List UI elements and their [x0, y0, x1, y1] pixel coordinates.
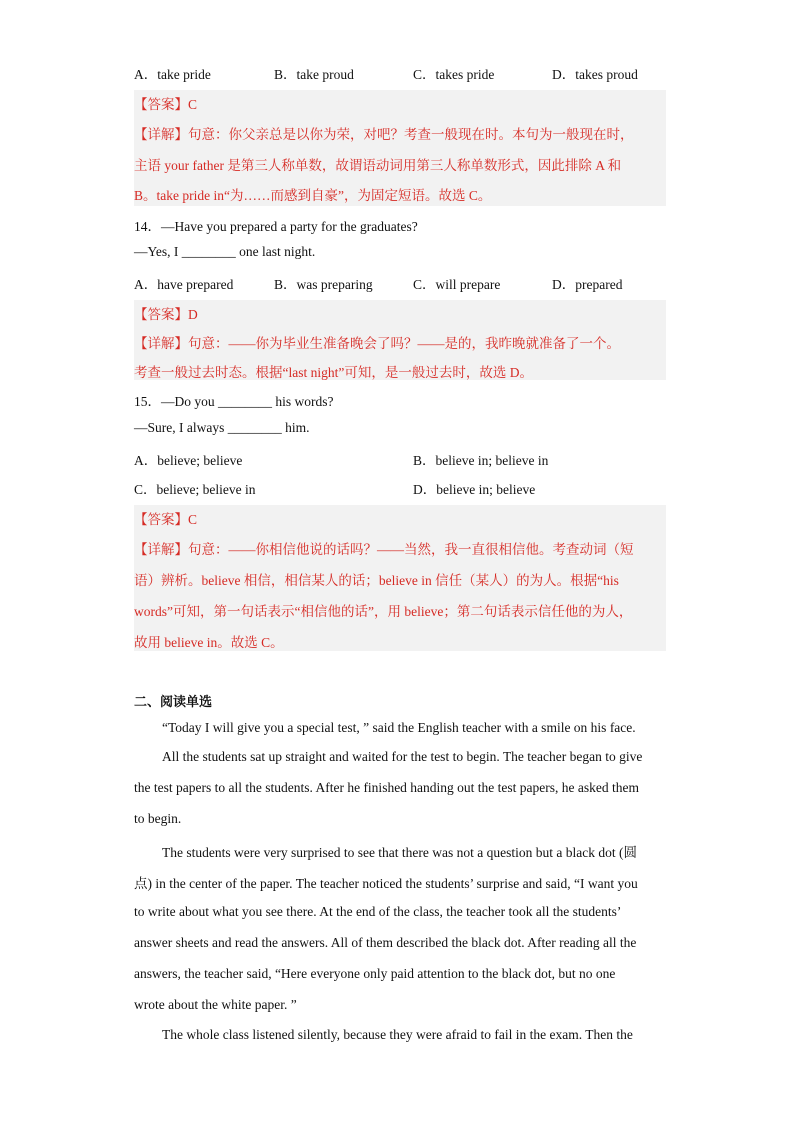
q13-option-d: D．takes proud	[552, 67, 638, 82]
q15-answer: 【答案】C	[134, 512, 198, 527]
q15-option-b: B．believe in; believe in	[413, 453, 549, 468]
passage-line: wrote about the white paper. ”	[134, 997, 297, 1012]
q14-question: 14．—Have you prepared a party for the graduates?	[134, 219, 418, 234]
passage-line: to write about what you see there. At the end of the class, the teacher took all the students’	[134, 904, 622, 919]
q13-detail-line: B。take pride in“为……而感到自豪”，为固定短语。故选 C。	[134, 188, 492, 203]
passage-line: 点) in the center of the paper. The teacher noticed the students’ surprise and said, “I want you	[134, 876, 638, 891]
q15-detail-line: 故用 believe in。故选 C。	[134, 635, 284, 650]
q15-question: 15．—Do you ________ his words?	[134, 394, 334, 409]
passage-line: answers, the teacher said, “Here everyone only paid attention to the black dot, but no one	[134, 966, 616, 981]
q13-detail-line: 【详解】句意：你父亲总是以你为荣，对吧？考查一般现在时。本句为一般现在时，	[134, 127, 634, 142]
passage-line: “Today I will give you a special test, ” said the English teacher with a smile on his face.	[162, 720, 636, 735]
q13-option-b: B．take proud	[274, 67, 354, 82]
q14-detail-line: 【详解】句意：——你为毕业生准备晚会了吗？——是的，我昨晚就准备了一个。	[134, 336, 620, 351]
q14-option-a: A．have prepared	[134, 277, 234, 292]
passage-line: All the students sat up straight and waited for the test to begin. The teacher began to give	[162, 749, 643, 764]
q15-reply: —Sure, I always ________ him.	[134, 420, 310, 435]
passage-line: answer sheets and read the answers. All of them described the black dot. After reading all the	[134, 935, 637, 950]
q13-detail-line: 主语 your father 是第三人称单数，故谓语动词用第三人称单数形式，因此排除 A 和	[134, 158, 622, 173]
passage-line: The students were very surprised to see that there was not a question but a black dot (圆	[162, 845, 637, 860]
q15-option-d: D．believe in; believe	[413, 482, 536, 497]
q14-answer: 【答案】D	[134, 307, 198, 322]
q14-option-d: D．prepared	[552, 277, 623, 292]
passage-line: The whole class listened silently, because they were afraid to fail in the exam. Then the	[162, 1027, 633, 1042]
q14-detail-line: 考查一般过去时态。根据“last night”可知，是一般过去时，故选 D。	[134, 365, 533, 380]
q13-option-a: A．take pride	[134, 67, 211, 82]
passage-line: the test papers to all the students. After he finished handing out the test papers, he asked them	[134, 780, 639, 795]
q15-detail-line: words”可知，第一句话表示“相信他的话”，用 believe；第二句话表示信任他的为人，	[134, 604, 633, 619]
q15-detail-line: 语）辨析。believe 相信，相信某人的话；believe in 信任（某人）的为人。根据“his	[134, 573, 619, 588]
q15-option-a: A．believe; believe	[134, 453, 243, 468]
section-heading: 二、阅读单选	[134, 695, 213, 710]
passage-line: to begin.	[134, 811, 182, 826]
q15-detail-line: 【详解】句意：——你相信他说的话吗？——当然，我一直很相信他。考查动词（短	[134, 542, 634, 557]
q14-reply: —Yes, I ________ one last night.	[134, 244, 316, 259]
q13-answer: 【答案】C	[134, 97, 198, 112]
q14-option-c: C．will prepare	[413, 277, 501, 292]
q14-option-b: B．was preparing	[274, 277, 373, 292]
q13-option-c: C．takes pride	[413, 67, 495, 82]
q15-option-c: C．believe; believe in	[134, 482, 256, 497]
